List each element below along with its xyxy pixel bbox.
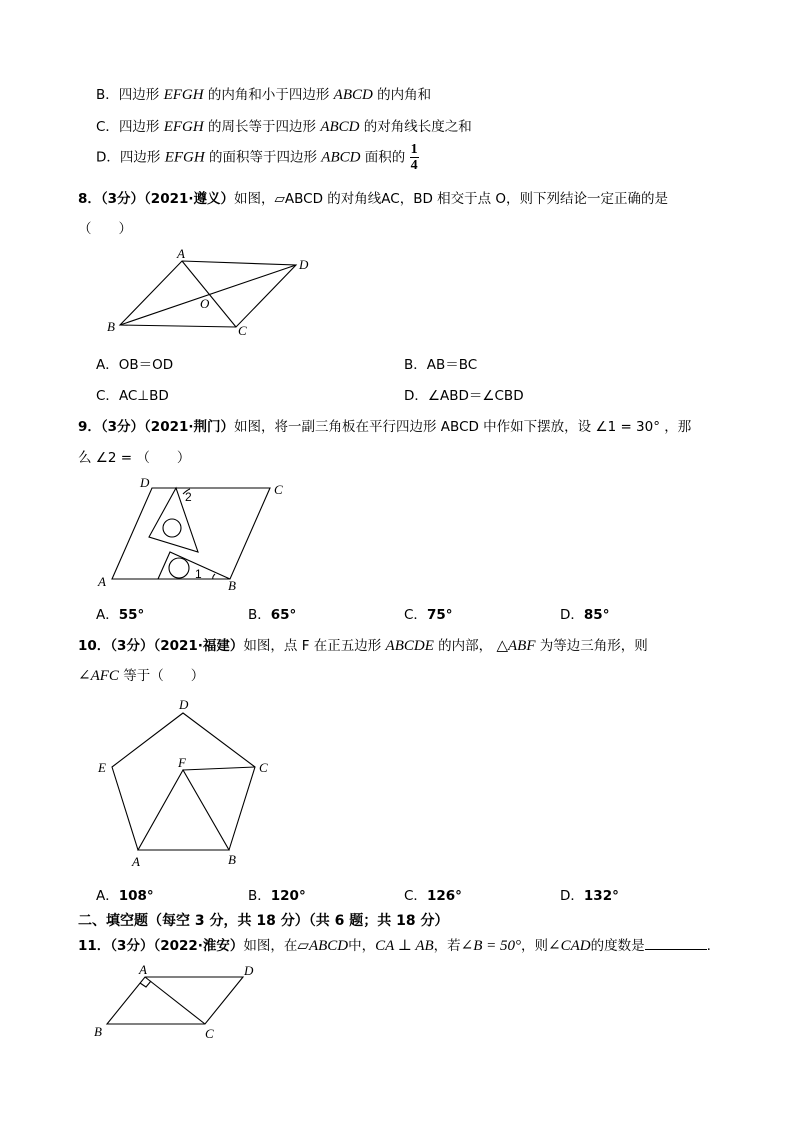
question-text: 的度数是	[590, 938, 645, 954]
question-number: 9．	[78, 419, 101, 435]
q9-option-b	[248, 603, 296, 623]
q9-option-a	[96, 603, 144, 623]
point-label-a: A	[139, 962, 147, 977]
option-text: 132°	[583, 888, 619, 904]
parallelogram-abcd	[120, 261, 296, 327]
q8-option-d	[404, 384, 524, 404]
q8-paren: （ ）	[78, 221, 132, 237]
option-text: 的对角线长度之和	[359, 119, 472, 135]
point-label-a: A	[98, 574, 106, 589]
point-label-d: D	[244, 963, 254, 978]
math-text: EFGH	[163, 119, 204, 135]
option-label: A．	[96, 607, 119, 623]
diagonal-ac	[145, 977, 205, 1024]
option-text: 85°	[583, 607, 610, 623]
q7-option-c	[96, 115, 472, 136]
math-text: ∠B = 50°	[460, 938, 522, 954]
option-label: C．	[96, 388, 119, 404]
question-text: 如图，▱ABCD 的对角线AC，BD 相交于点 O，则下列结论一定正确的是	[234, 191, 669, 207]
question-text: 如图，点 F 在正五边形	[243, 638, 386, 654]
option-text: AC⊥BD	[118, 388, 169, 404]
q8-option-b	[404, 353, 477, 373]
option-label: B．	[248, 888, 271, 904]
answer-blank[interactable]	[645, 937, 707, 950]
option-label: C．	[404, 888, 427, 904]
question-number: 11．	[78, 938, 111, 954]
option-label: C．	[404, 607, 427, 623]
q9-figure	[92, 472, 302, 597]
q8-figure	[100, 245, 320, 340]
option-label: B．	[248, 607, 271, 623]
q10-option-c	[404, 884, 462, 904]
q10-stem-line2	[78, 664, 204, 685]
option-label: B．	[96, 87, 119, 103]
math-text: ∠AFC	[78, 668, 119, 684]
option-text: ∠ABD＝∠CBD	[427, 388, 524, 404]
question-meta: （3分）（2021·福建）	[110, 638, 244, 654]
angle-label-2: 2	[185, 490, 192, 504]
option-text: 面积的	[360, 149, 410, 166]
q9-stem	[78, 415, 691, 435]
question-text: ，若	[433, 938, 461, 954]
point-label-c: C	[274, 482, 283, 497]
question-number: 10．	[78, 638, 111, 654]
math-text: ▱ABCD	[297, 938, 349, 954]
q9-stem-line2: 么 ∠2 = （ ）	[78, 450, 191, 466]
point-label-e: E	[98, 760, 106, 775]
point-label-d: D	[140, 475, 150, 490]
option-text: 65°	[270, 607, 297, 623]
point-label-f: F	[178, 755, 186, 770]
point-label-c: C	[259, 760, 268, 775]
plate-hole-lower	[169, 558, 189, 578]
point-label-a: A	[132, 854, 140, 869]
q10-option-a	[96, 884, 154, 904]
segment-fc	[183, 767, 255, 770]
math-text: CA ⊥ AB	[375, 938, 434, 954]
math-text: EFGH	[164, 149, 205, 166]
q7-option-d	[96, 142, 419, 173]
question-number: 8．	[78, 191, 101, 207]
math-text: ABCDE	[385, 638, 434, 654]
option-label: A．	[96, 357, 119, 373]
question-text: 如图，将一副三角板在平行四边形 ABCD 中作如下摆放，设 ∠1 = 30° ，那	[234, 419, 692, 435]
point-label-b: B	[107, 319, 115, 334]
math-text: ∠CAD	[548, 938, 591, 954]
plate-hole-upper	[163, 519, 181, 537]
question-text: ，则	[521, 938, 549, 954]
question-text: 等于（ ）	[118, 668, 205, 684]
option-label: D．	[560, 607, 584, 623]
option-text: 55°	[118, 607, 145, 623]
q8-option-a	[96, 353, 173, 373]
option-text: 的内角和	[372, 87, 432, 103]
option-label: B．	[404, 357, 427, 373]
q8-stem	[78, 187, 668, 207]
option-label: C．	[96, 119, 119, 135]
option-text: 120°	[270, 888, 306, 904]
pentagon-abcde	[112, 713, 255, 850]
point-label-d: D	[299, 257, 309, 272]
angle-label-1: 1	[195, 567, 202, 581]
option-label: D．	[96, 149, 120, 166]
diagonal-ac	[182, 261, 236, 327]
q10-figure	[92, 694, 292, 874]
q9-option-d	[560, 603, 609, 623]
option-text: 四边形	[118, 87, 164, 103]
question-text: 为等边三角形，则	[535, 638, 648, 654]
question-text: 中，	[348, 938, 376, 954]
fraction	[410, 142, 419, 173]
option-text: 108°	[118, 888, 154, 904]
q10-option-d	[560, 884, 619, 904]
q10-option-b	[248, 884, 306, 904]
q8-option-c	[96, 384, 169, 404]
question-meta: （3分）（2022·淮安）	[110, 938, 244, 954]
point-label-a: A	[177, 246, 185, 261]
question-text: 的内部，	[433, 638, 497, 654]
question-meta: （3分）（2021·荆门）	[100, 419, 235, 435]
q9-option-c	[404, 603, 452, 623]
option-label: D．	[560, 888, 584, 904]
option-text: 四边形	[118, 119, 164, 135]
point-label-d: D	[179, 697, 189, 712]
math-text: ABCD	[333, 87, 373, 103]
point-label-c: C	[205, 1026, 214, 1041]
fraction-numerator: 1	[410, 142, 418, 157]
point-label-b: B	[94, 1024, 102, 1039]
option-text: 的周长等于四边形	[203, 119, 321, 135]
question-text: 如图，在	[243, 938, 298, 954]
triangle-abf	[138, 770, 229, 850]
option-text: 四边形	[119, 149, 165, 166]
angle-arc-1	[213, 574, 215, 579]
option-text: 126°	[426, 888, 462, 904]
option-label: D．	[404, 388, 428, 404]
diagonal-bd	[120, 265, 296, 325]
q11-figure	[90, 960, 260, 1042]
option-text: OB＝OD	[118, 357, 174, 373]
question-text: .	[706, 938, 711, 954]
point-label-b: B	[228, 852, 236, 867]
option-text: 的内角和小于四边形	[203, 87, 334, 103]
math-text: ABCD	[321, 149, 361, 166]
option-label: A．	[96, 888, 119, 904]
point-label-c: C	[238, 323, 247, 338]
option-text: AB＝BC	[426, 357, 478, 373]
math-text: ABCD	[320, 119, 360, 135]
math-text: △ABF	[496, 638, 536, 654]
q7-option-b	[96, 83, 431, 104]
section-title: 二、填空题（每空 3 分，共 18 分）（共 6 题；共 18 分）	[78, 913, 449, 929]
q11-stem	[78, 934, 711, 955]
math-text: EFGH	[163, 87, 204, 103]
q10-stem	[78, 634, 648, 655]
fraction-denominator: 4	[410, 158, 418, 173]
option-text: 75°	[426, 607, 453, 623]
question-meta: （3分）（2021·遵义）	[100, 191, 235, 207]
option-text: 的面积等于四边形	[204, 149, 322, 166]
point-label-b: B	[228, 578, 236, 593]
point-label-o: O	[200, 296, 210, 311]
